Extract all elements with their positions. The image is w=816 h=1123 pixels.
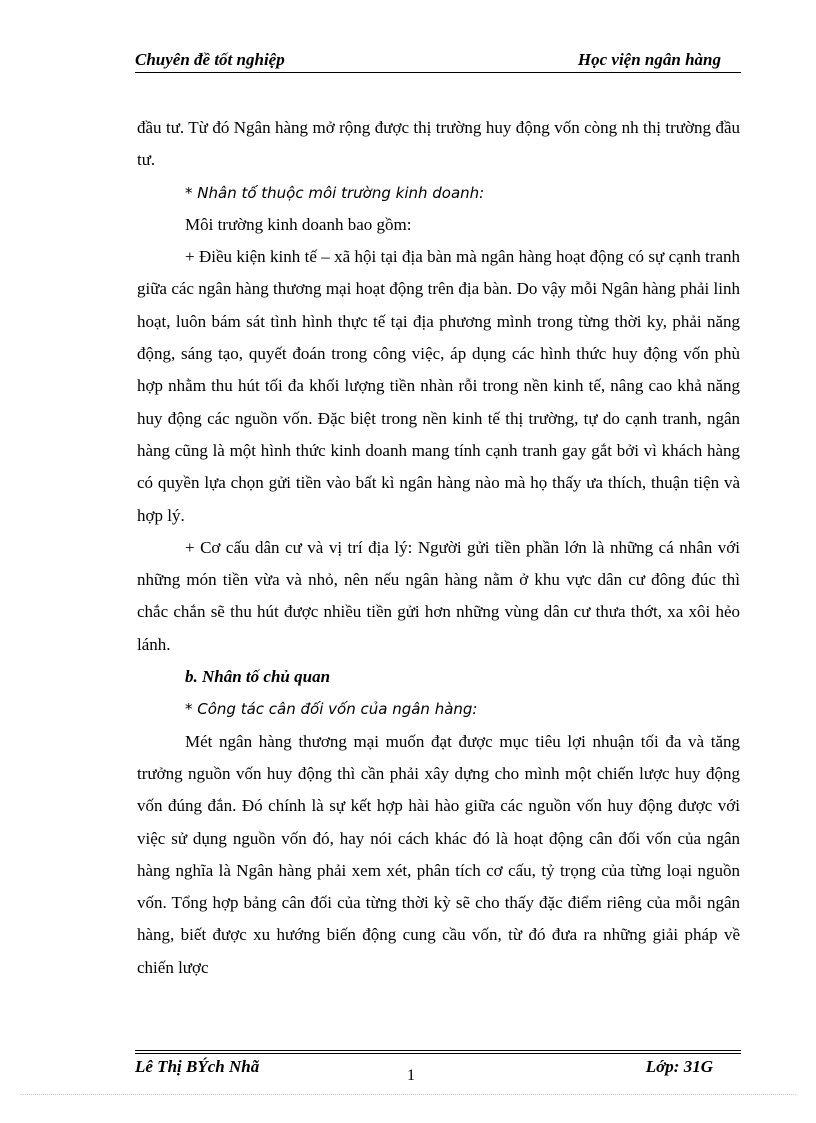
page-footer [135,1050,741,1090]
paragraph-environment-intro: Môi trường kinh doanh bao gồm: [185,214,412,234]
footer-rule-top [135,1050,741,1051]
paragraph-population-geography: + Cơ cấu dân cư và vị trí địa lý: Người gửi tiền phần lớn là những cá nhân với những món tiền vừa và nhỏ, nên nếu ngân hàng nằm ở khu vực dân cư đông đúc thì chắc chắn sẽ thu hút được nhiều tiền gửi hơn những vùng dân cư thưa thớt, xa xôi hẻo lánh. [137,537,740,654]
subheading-capital-balancing: * Công tác cân đối vốn của ngân hàng: [185,700,478,719]
paragraph-continuation: đầu tư. Từ đó Ngân hàng mở rộng được thị trường huy động vốn còng nh thị trường đầu tư. [137,118,740,170]
header-document-type: Chuyên đề tốt nghiệp [135,50,285,69]
page-number: 1 [407,1067,415,1084]
paragraph-capital-strategy: Mét ngân hàng thương mại muốn đạt được mục tiêu lợi nhuận tối đa và tăng trưởng nguồn vốn huy động thì cần phải xây dựng cho mình một chiến lược huy động vốn đúng đắn. Đó chính là sự kết hợp hài hào giữa các nguồn vốn huy động được với việc sử dụng nguồn vốn đó, hay nói cách khác đó là hoạt động cân đối vốn của ngân hàng nghĩa là Ngân hàng phải xem xét, phân tích cơ cấu, tỷ trọng của từng loại nguồn vốn. Tổng hợp bảng cân đối của từng thời kỳ sẽ cho thấy đặc điểm riêng của mỗi ngân hàng, biết được xu hướng biến động cung cầu vốn, từ đó đưa ra những giải pháp về chiến lược [137,731,740,977]
page-header [135,48,741,76]
subheading-business-environment: * Nhân tố thuộc môi trường kinh doanh: [185,183,485,202]
paragraph-economic-conditions: + Điều kiện kinh tế – xã hội tại địa bàn mà ngân hàng hoạt động có sự cạnh tranh giữa các ngân hàng thương mại hoạt động trên địa bàn. Do vậy mỗi Ngân hàng phải linh hoạt, luôn bám sát tình hình thực tế tại địa phương mình trong từng thời ky, phải năng động, sáng tạo, quyết đoán trong công việc, áp dụng các hình thức huy động vốn phù hợp nhằm thu hút tối đa khối lượng tiền nhàn rỗi trong nền kinh tế, nâng cao khả năng huy động các nguồn vốn. Đặc biệt trong nền kinh tế thị trường, tự do cạnh tranh, ngân hàng cũng là một hình thức kinh doanh mang tính cạnh tranh gay gắt bởi vì khách hàng có quyền lựa chọn gửi tiền vào bất kì ngân hàng nào mà họ thấy ưa thích, thuận tiện và hợp lý. [137,247,740,525]
section-heading-subjective-factors: b. Nhân tố chủ quan [185,667,331,687]
footer-author: Lê Thị BÝch Nhã [135,1057,260,1076]
header-institution: Học viện ngân hàng [577,50,721,69]
footer-rule-bottom [135,1053,741,1054]
page-edge-dotted-line [20,1094,796,1095]
header-rule [135,72,741,73]
footer-class: Lớp: 31G [645,1057,713,1076]
document-body [137,112,740,984]
